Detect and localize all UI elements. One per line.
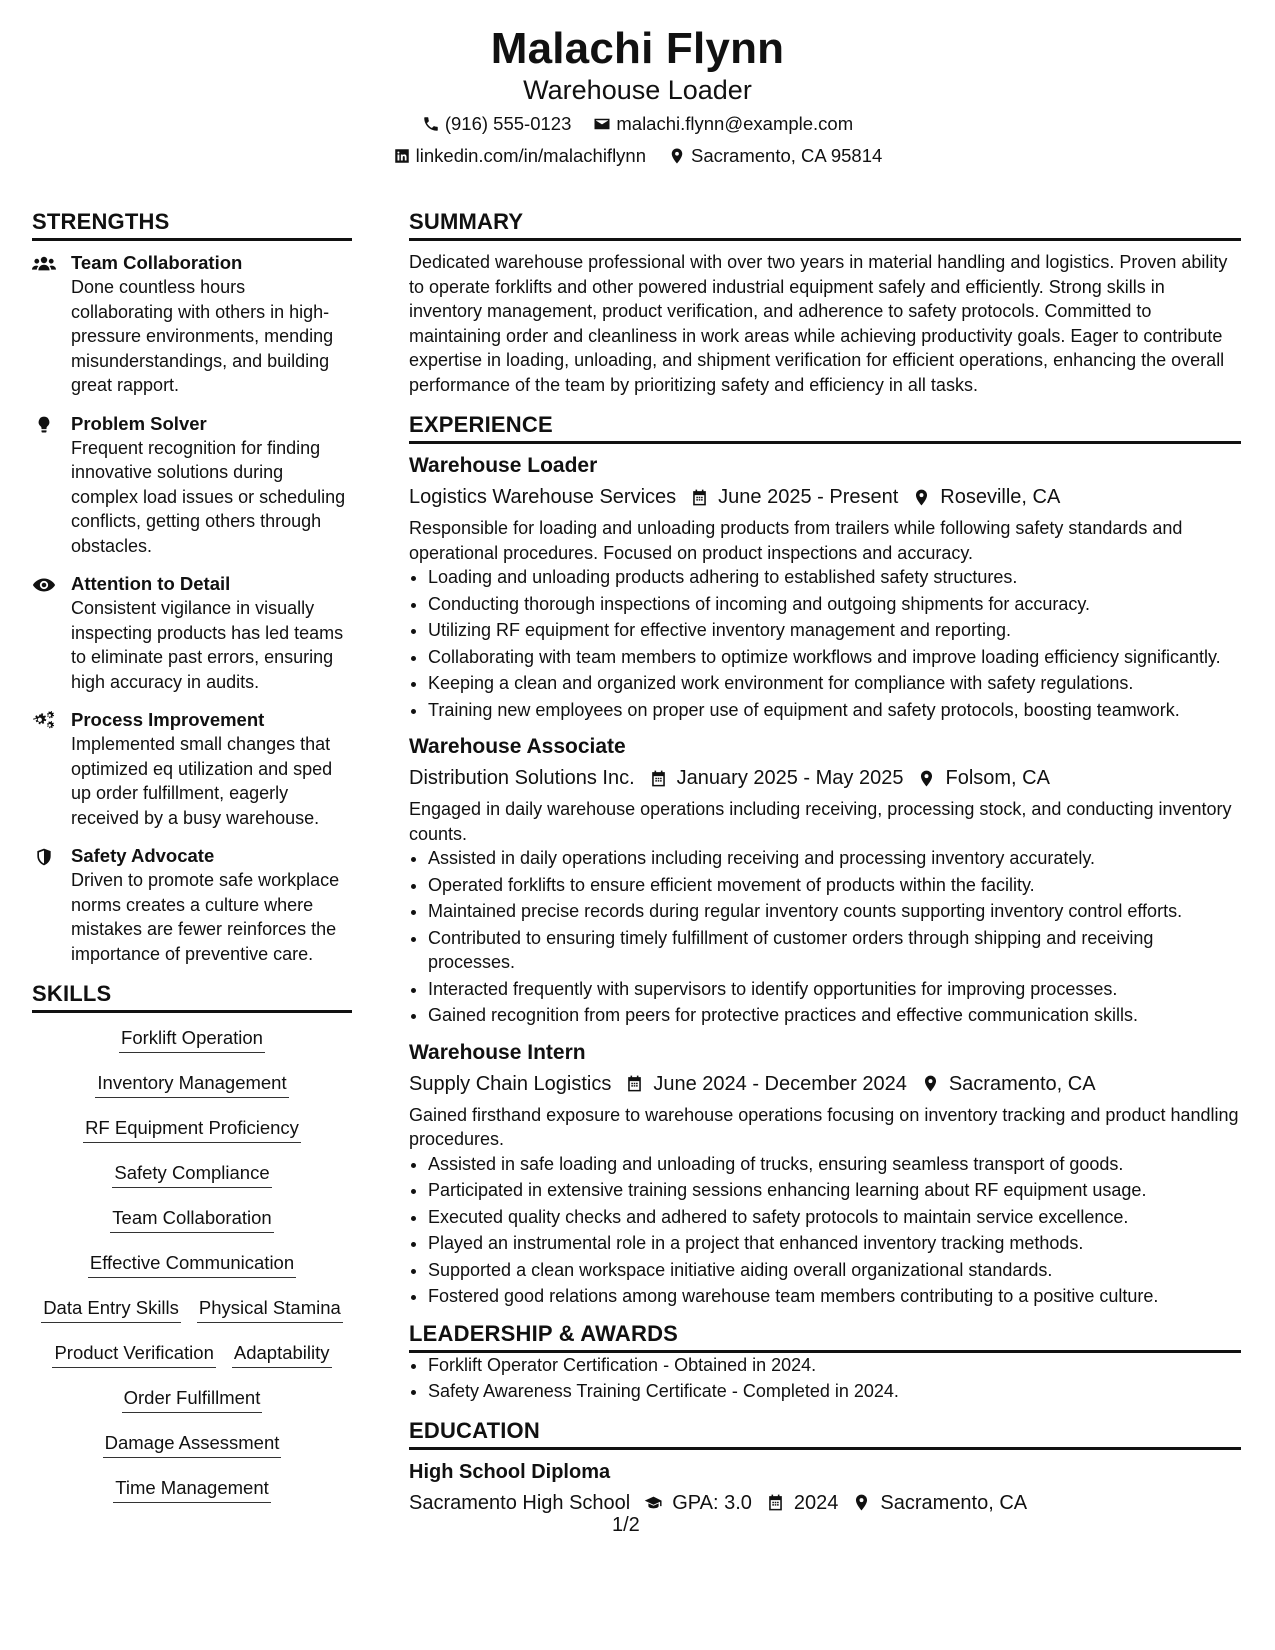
calendar-icon [625, 1074, 644, 1093]
strength-item [32, 844, 352, 966]
job-entry [409, 1039, 1241, 1309]
users-icon [32, 254, 56, 274]
email-contact[interactable] [593, 112, 853, 136]
skill-row [32, 1071, 352, 1116]
skill-tag: Data Entry Skills [41, 1296, 181, 1323]
strength-desc: Consistent vigilance in visually inspecting products has led teams to eliminate past errors, ensuring high accuracy in audits. [71, 598, 344, 692]
linkedin-text[interactable]: linkedin.com/in/malachiflynn [415, 145, 647, 166]
skill-row [32, 1116, 352, 1161]
candidate-title: Warehouse Loader [523, 75, 752, 105]
skill-row [32, 1251, 352, 1296]
job-location: Sacramento, CA [948, 1072, 1096, 1095]
job-bullet: • Fostered good relations among warehouse team members contributing to a positive culture. [428, 1284, 1241, 1309]
skill-row [32, 1386, 352, 1431]
right-column [409, 208, 1241, 1517]
calendar-icon [766, 1493, 785, 1512]
job-bullet: • Collaborating with team members to optimize workflows and improve loading efficiency significantly. [428, 645, 1241, 670]
leadership-item: • Forklift Operator Certification - Obtained in 2024. [428, 1353, 1241, 1378]
page-number: 1/2 [612, 1514, 640, 1536]
job-meta [409, 764, 1241, 792]
location-text: Sacramento, CA 95814 [691, 145, 883, 166]
education-location: Sacramento, CA [880, 1491, 1028, 1514]
skill-row [32, 1341, 352, 1386]
resume-header [0, 22, 1275, 168]
candidate-name: Malachi Flynn [490, 24, 785, 73]
skill-row [32, 1161, 352, 1206]
strengths-heading: STRENGTHS [32, 208, 352, 241]
education-gpa: GPA: 3.0 [672, 1491, 752, 1514]
job-description: Engaged in daily warehouse operations including receiving, processing stock, and conducting inventory counts. [409, 799, 1232, 844]
gears-icon [32, 711, 56, 731]
job-bullet: • Supported a clean workspace initiative aiding overall organizational standards. [428, 1258, 1241, 1283]
skill-row [32, 1296, 352, 1341]
strength-desc: Implemented small changes that optimized eq utilization and sped up order fulfillment, eagerly received by a busy warehouse. [71, 734, 333, 828]
job-location: Folsom, CA [945, 767, 1050, 789]
skills-list [32, 1026, 352, 1521]
strength-title: Problem Solver [71, 412, 207, 434]
job-bullet: • Assisted in safe loading and unloading of trucks, ensuring seamless transport of goods. [428, 1152, 1241, 1177]
education-heading: EDUCATION [409, 1417, 1241, 1450]
phone-contact [422, 112, 572, 136]
location-contact [668, 144, 882, 168]
skill-tag: Order Fulfillment [122, 1386, 263, 1413]
strength-title: Safety Advocate [71, 845, 215, 866]
experience-heading: EXPERIENCE [409, 411, 1241, 444]
job-description: Responsible for loading and unloading products from trailers while following safety standards and operational procedures. Focused on product inspections and accuracy. [409, 518, 1183, 563]
skill-tag: Physical Stamina [197, 1296, 343, 1323]
job-dates: January 2025 - May 2025 [676, 767, 904, 789]
job-entry [409, 733, 1241, 1028]
skill-tag: Product Verification [52, 1341, 215, 1368]
job-title: Warehouse Intern [409, 1040, 586, 1064]
phone-text: (916) 555-0123 [444, 113, 572, 134]
job-bullet: • Conducting thorough inspections of incoming and outgoing shipments for accuracy. [428, 592, 1241, 617]
skill-tag: Adaptability [232, 1341, 332, 1368]
skill-row [32, 1476, 352, 1521]
job-location: Roseville, CA [940, 486, 1061, 508]
strength-title: Attention to Detail [71, 573, 231, 594]
linkedin-icon [393, 147, 411, 165]
job-dates: June 2024 - December 2024 [653, 1072, 907, 1095]
skill-tag: Damage Assessment [103, 1431, 282, 1458]
summary-text: Dedicated warehouse professional with over two years in material handling and logistics. Proven ability to operate forklifts and other powered industrial equipment safely and efficiently. Strong skills in inventory management, product verification, and adherence to safety protocols. Committed to maintaining order and cleanliness in work areas while achieving productivity goals. Eager to contribute expertise in loading, unloading, and shipment verification for efficient operations, enhancing the overall performance of the team by prioritizing safety and efficiency in all tasks. [409, 252, 1228, 395]
skill-row [32, 1026, 352, 1071]
job-bullet: • Participated in extensive training sessions enhancing learning about RF equipment usage. [428, 1178, 1241, 1203]
map-pin-icon [921, 1074, 940, 1093]
map-pin-icon [668, 147, 686, 165]
skill-row [32, 1431, 352, 1476]
job-bullets [409, 1152, 1241, 1309]
map-pin-icon [852, 1493, 871, 1512]
contact-row-1 [0, 112, 1275, 136]
education-degree: High School Diploma [409, 1460, 611, 1483]
education-year: 2024 [793, 1491, 839, 1514]
job-bullet: • Contributed to ensuring timely fulfillment of customer orders through shipping and receiving processes. [428, 926, 1241, 975]
education-meta [409, 1489, 1241, 1517]
strength-item [32, 412, 352, 559]
email-text[interactable]: malachi.flynn@example.com [616, 113, 854, 134]
job-bullet: • Operated forklifts to ensure efficient movement of products within the facility. [428, 873, 1241, 898]
job-company: Supply Chain Logistics [409, 1072, 612, 1095]
job-bullets [409, 846, 1241, 1028]
leadership-item: • Safety Awareness Training Certificate - Completed in 2024. [428, 1379, 1241, 1404]
strength-desc: Driven to promote safe workplace norms creates a culture where mistakes are fewer reinforces the importance of preventive care. [71, 870, 340, 964]
job-bullet: • Maintained precise records during regular inventory counts supporting inventory control efforts. [428, 899, 1241, 924]
job-bullet: • Played an instrumental role in a project that enhanced inventory tracking methods. [428, 1231, 1241, 1256]
skill-tag: Effective Communication [88, 1251, 296, 1278]
job-bullet: • Gained recognition from peers for protective practices and effective communication skills. [428, 1003, 1241, 1028]
leadership-heading: LEADERSHIP & AWARDS [409, 1320, 1241, 1353]
job-bullet: • Loading and unloading products adhering to established safety structures. [428, 565, 1241, 590]
strength-desc: Done countless hours collaborating with others in high-pressure environments, mending misunderstandings, and building great rapport. [71, 277, 334, 395]
job-meta [409, 483, 1241, 511]
strength-title: Process Improvement [71, 709, 265, 730]
job-bullet: • Training new employees on proper use of equipment and safety protocols, boosting teamwork. [428, 698, 1241, 723]
phone-icon [422, 115, 440, 133]
job-title: Warehouse Associate [409, 735, 626, 758]
lightbulb-icon [32, 415, 56, 435]
skill-tag: Forklift Operation [119, 1026, 265, 1053]
map-pin-icon [912, 488, 931, 507]
job-meta [409, 1070, 1241, 1098]
contact-row-2 [0, 144, 1275, 168]
job-bullets [409, 565, 1241, 722]
skill-tag: RF Equipment Proficiency [83, 1116, 301, 1143]
strength-desc: Frequent recognition for finding innovative solutions during complex load issues or scheduling conflicts, getting others through obstacles. [71, 437, 346, 556]
graduation-cap-icon [644, 1493, 663, 1512]
job-entry [409, 452, 1241, 722]
strength-item [32, 572, 352, 694]
shield-icon [32, 847, 56, 867]
envelope-icon [593, 115, 611, 133]
strengths-list [32, 251, 352, 966]
skill-tag: Safety Compliance [112, 1161, 271, 1188]
skill-tag: Time Management [113, 1476, 271, 1503]
skills-heading: SKILLS [32, 980, 352, 1013]
skill-tag: Team Collaboration [110, 1206, 273, 1233]
skill-row [32, 1206, 352, 1251]
job-company: Distribution Solutions Inc. [409, 767, 635, 789]
job-bullet: • Keeping a clean and organized work environment for compliance with safety regulations. [428, 671, 1241, 696]
calendar-icon [690, 488, 709, 507]
skill-tag: Inventory Management [95, 1071, 288, 1098]
job-dates: June 2025 - Present [718, 486, 899, 508]
strength-item [32, 251, 352, 398]
eye-icon [32, 575, 56, 595]
education-school: Sacramento High School [409, 1491, 631, 1514]
left-column [32, 208, 352, 1521]
job-bullet: • Assisted in daily operations including receiving and processing inventory accurately. [428, 846, 1241, 871]
leadership-list [409, 1353, 1241, 1404]
job-title: Warehouse Loader [409, 454, 598, 477]
strength-item [32, 708, 352, 830]
job-bullet: • Executed quality checks and adhered to safety protocols to maintain service excellence. [428, 1205, 1241, 1230]
job-bullet: • Interacted frequently with supervisors to identify opportunities for improving processes. [428, 977, 1241, 1002]
job-company: Logistics Warehouse Services [409, 486, 677, 508]
map-pin-icon [917, 769, 936, 788]
linkedin-contact[interactable] [393, 144, 646, 168]
summary-heading: SUMMARY [409, 208, 1241, 241]
job-description: Gained firsthand exposure to warehouse operations focusing on inventory tracking and product handling procedures. [409, 1104, 1239, 1149]
strength-title: Team Collaboration [71, 252, 243, 273]
job-bullet: • Utilizing RF equipment for effective inventory management and reporting. [428, 618, 1241, 643]
calendar-icon [649, 769, 668, 788]
